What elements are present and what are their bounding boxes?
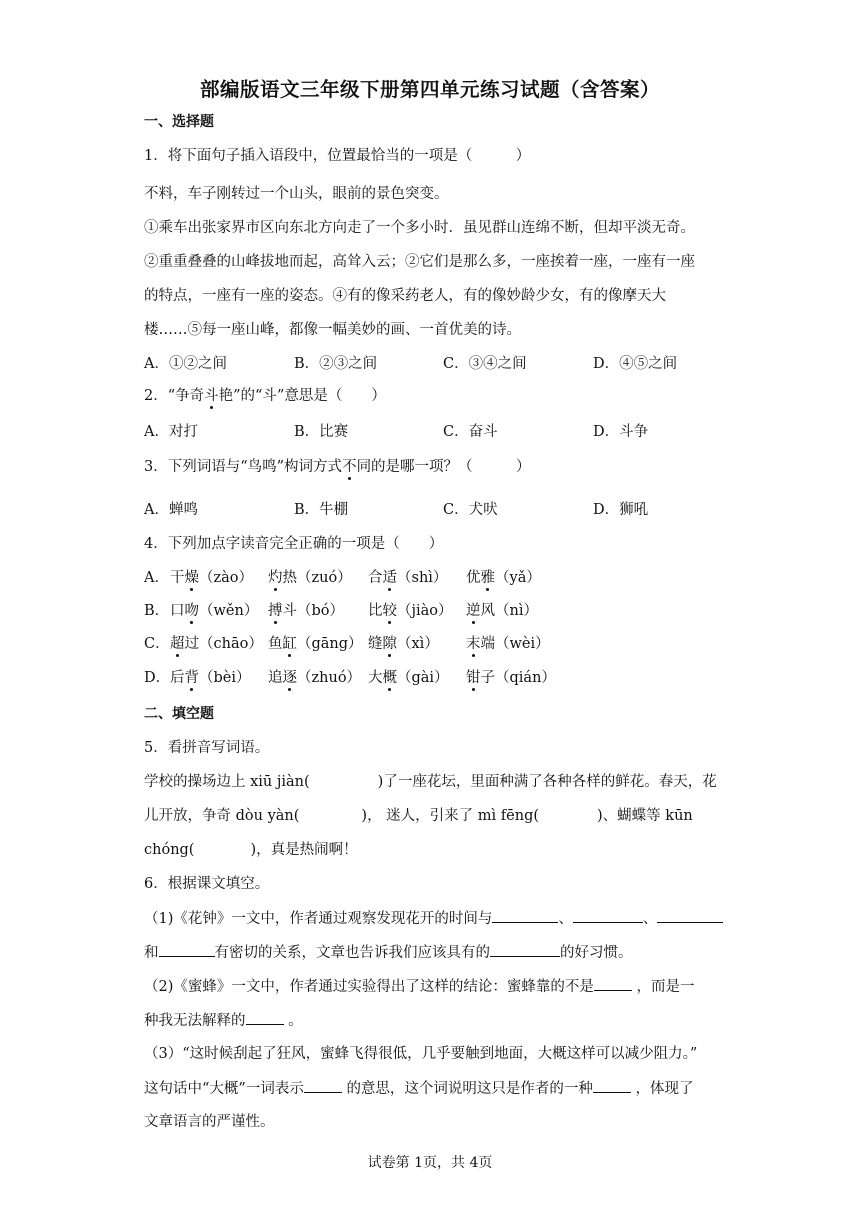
q6-line	[144, 976, 695, 997]
q3-stem-text: 3．下列词语与“鸟鸣”构词方式	[144, 459, 343, 475]
q2-option-d[interactable]: D．斗争	[593, 424, 649, 440]
q6-line: （1)《花钟》一文中，作者通过观察发现花开的时间与 、 、	[144, 908, 723, 929]
q4-dotted-char: 燥	[184, 570, 199, 586]
q5-line	[144, 806, 693, 826]
q6-text: 的好习惯。	[560, 945, 633, 961]
q4-word	[466, 634, 550, 654]
q4-word-text: 合	[368, 570, 383, 586]
q4-word	[170, 568, 253, 588]
q4-word-text: 风（nì）	[480, 603, 538, 619]
q4-word-text: （wěn）	[199, 603, 259, 619]
q1-stem: 1．将下面句子插入语段中，位置最恰当的一项是（ ）	[144, 148, 531, 164]
q1-option-b[interactable]: B．②③之间	[294, 356, 378, 372]
q5-text: )了一座花坛，里面种满了各种各样的鲜花。春天，花	[377, 774, 717, 790]
q5-text: )，真是热闹啊！	[250, 842, 358, 858]
q4-stem: 4．下列加点字读音完全正确的一项是（ ）	[144, 536, 444, 552]
q6-text: 种我无法解释的	[144, 1013, 246, 1029]
q6-text: （2)《蜜蜂》一文中，作者通过实验得出了这样的结论：蜜蜂靠的不是	[144, 979, 594, 995]
q4-word-text: 子（qián）	[480, 670, 556, 686]
q5-line	[144, 772, 717, 792]
q6-blank[interactable]	[657, 908, 723, 923]
q4-word	[368, 568, 447, 588]
q4-word-text: 热（zuó）	[282, 570, 352, 586]
q4-word-text: 优	[466, 570, 481, 586]
section-heading-choice: 一、选择题	[144, 114, 214, 130]
q6-blank[interactable]	[246, 1010, 284, 1025]
q4-word-text: 缝	[368, 636, 383, 652]
q4-word-text: 斗（bó）	[282, 603, 345, 619]
q4-dotted-char: 缸	[282, 636, 297, 652]
q4-word	[170, 601, 258, 621]
q4-dotted-char: 吻	[184, 603, 199, 619]
q1-passage-line: ②重重叠叠的山峰拔地而起，高耸入云；②它们是那么多，一座挨着一座，一座有一座	[144, 254, 695, 270]
q6-blank[interactable]	[304, 1078, 342, 1093]
q4-word	[268, 634, 363, 654]
q3-option-a[interactable]: A．蝉鸣	[144, 502, 198, 518]
q4-dotted-char: 雅	[480, 570, 495, 586]
q4-word	[466, 601, 538, 621]
q4-word-text: （zào）	[199, 570, 254, 586]
q6-text: 和	[144, 945, 159, 961]
page-title: 部编版语文三年级下册第四单元练习试题（含答案）	[199, 78, 660, 101]
q4-word-text: 过（chāo）	[184, 636, 263, 652]
q3-stem-text: 同的是哪一项？（ ）	[356, 459, 531, 475]
q4-word-text: （gāng）	[297, 636, 363, 652]
q3-stem	[144, 457, 531, 477]
q5-text: )、蝴蝶等 kūn	[597, 808, 693, 824]
q4-dotted-char: 末	[466, 636, 481, 652]
q6-line	[144, 1078, 694, 1099]
q4-dotted-char: 适	[382, 570, 397, 586]
q6-text: 有密切的关系，文章也告诉我们应该具有的	[214, 945, 490, 961]
q4-word	[368, 668, 449, 688]
q1-option-d[interactable]: D．④⑤之间	[593, 356, 678, 372]
q4-word-text: （bèi）	[199, 670, 251, 686]
section-heading-fill: 二、填空题	[144, 706, 214, 722]
q5-line	[144, 840, 358, 860]
q4-dotted-char: 超	[170, 636, 185, 652]
q6-blank[interactable]	[573, 908, 643, 923]
q4-word-text: （xì）	[397, 636, 439, 652]
q1-passage-line: ①乘车出张家界市区向东北方向走了一个多小时．虽见群山连绵不断，但却平淡无奇。	[144, 220, 695, 236]
q2-stem-text: 2．“争奇	[144, 388, 205, 404]
q3-dotted-char: 不	[342, 459, 357, 475]
q4-word-text: 口	[170, 603, 185, 619]
q6-line: （3）“这时候刮起了狂风，蜜蜂飞得很低，几乎要触到地面，大概这样可以减少阻力。”	[144, 1046, 698, 1062]
q6-line: 文章语言的严谨性。	[144, 1114, 275, 1130]
q4-word	[170, 634, 263, 654]
q4-option-label[interactable]: D．	[144, 670, 171, 686]
q4-word-text: 比	[368, 603, 383, 619]
q4-word	[368, 634, 439, 654]
q2-stem-text: 艳”的“斗”意思是（ ）	[218, 388, 386, 404]
q2-option-a[interactable]: A．对打	[144, 424, 198, 440]
q4-word-text: 干	[170, 570, 185, 586]
q4-word-text: （gài）	[397, 670, 449, 686]
q4-dotted-char: 较	[382, 603, 397, 619]
q1-passage-line: 楼……⑤每一座山峰，都像一幅美妙的画、一首优美的诗。	[144, 322, 521, 338]
q4-word-text: 追	[268, 670, 283, 686]
q4-word-text: （zhuó）	[297, 670, 362, 686]
q4-word	[268, 568, 352, 588]
q5-text: 儿开放，争奇 dòu yàn(	[144, 808, 300, 824]
q3-option-c[interactable]: C．犬吠	[443, 502, 498, 518]
q1-option-a[interactable]: A．①②之间	[144, 356, 227, 372]
q6-text: 的意思，这个词说明这只是作者的一种	[346, 1081, 593, 1097]
q4-word	[466, 568, 541, 588]
q5-text: chóng(	[144, 842, 195, 858]
q6-text: 这句话中“大概”一词表示	[144, 1081, 304, 1097]
q4-option-label[interactable]: A．	[144, 570, 169, 586]
q4-word-text: 后	[170, 670, 185, 686]
q6-text: ，体现了	[635, 1081, 694, 1097]
q4-word	[170, 668, 251, 688]
q6-text: 。	[288, 1013, 303, 1029]
q5-text: 学校的操场边上 xiū jiàn(	[144, 774, 310, 790]
q4-dotted-char: 灼	[268, 570, 283, 586]
q4-word	[268, 668, 361, 688]
q5-stem: 5．看拼音写词语。	[144, 740, 270, 756]
q2-option-c[interactable]: C．奋斗	[443, 424, 498, 440]
q4-word-text: （jiào）	[397, 603, 453, 619]
q4-dotted-char: 逆	[466, 603, 481, 619]
q4-dotted-char: 隙	[382, 636, 397, 652]
q4-word-text: （yǎ）	[495, 570, 541, 586]
q6-text: ，而是一	[636, 979, 695, 995]
q6-text: （1)《花钟》一文中，作者通过观察发现花开的时间与	[144, 911, 493, 927]
q4-word-text: 鱼	[268, 636, 283, 652]
q1-passage-line: 的特点，一座有一座的姿态。④有的像采药老人，有的像妙龄少女，有的像摩天大	[144, 288, 666, 304]
q3-option-b[interactable]: B．牛棚	[294, 502, 349, 518]
q4-dotted-char: 逐	[282, 670, 297, 686]
q6-blank[interactable]	[492, 908, 558, 923]
page-footer: 试卷第 1页，共 4页	[367, 1155, 493, 1171]
q2-dotted-char: 斗	[204, 388, 219, 404]
q6-line	[144, 942, 633, 963]
q6-blank[interactable]	[159, 942, 215, 957]
q4-word-text: 端（wèi）	[480, 636, 550, 652]
q6-stem: 6．根据课文填空。	[144, 876, 270, 892]
q4-word	[268, 601, 344, 621]
q4-word	[368, 601, 453, 621]
q2-option-b[interactable]: B．比赛	[294, 424, 349, 440]
q2-stem	[144, 386, 386, 406]
q4-dotted-char: 钳	[466, 670, 481, 686]
q1-sentence: 不料，车子刚转过一个山头，眼前的景色突变。	[144, 186, 449, 202]
q6-blank[interactable]	[593, 1078, 631, 1093]
q5-text: )， 迷人，引来了 mì fēng(	[361, 808, 540, 824]
q4-word-text: 大	[368, 670, 383, 686]
q6-line	[144, 1010, 303, 1031]
q4-dotted-char: 背	[184, 670, 199, 686]
q4-word-text: （shì）	[397, 570, 448, 586]
q4-dotted-char: 搏	[268, 603, 283, 619]
q6-blank[interactable]	[490, 942, 560, 957]
q4-option-label[interactable]: C．	[144, 636, 170, 652]
q6-blank[interactable]	[594, 976, 632, 991]
q3-option-d[interactable]: D．狮吼	[593, 502, 649, 518]
q4-dotted-char: 概	[382, 670, 397, 686]
q4-word	[466, 668, 556, 688]
q1-option-c[interactable]: C．③④之间	[443, 356, 527, 372]
q4-option-label[interactable]: B．	[144, 603, 170, 619]
